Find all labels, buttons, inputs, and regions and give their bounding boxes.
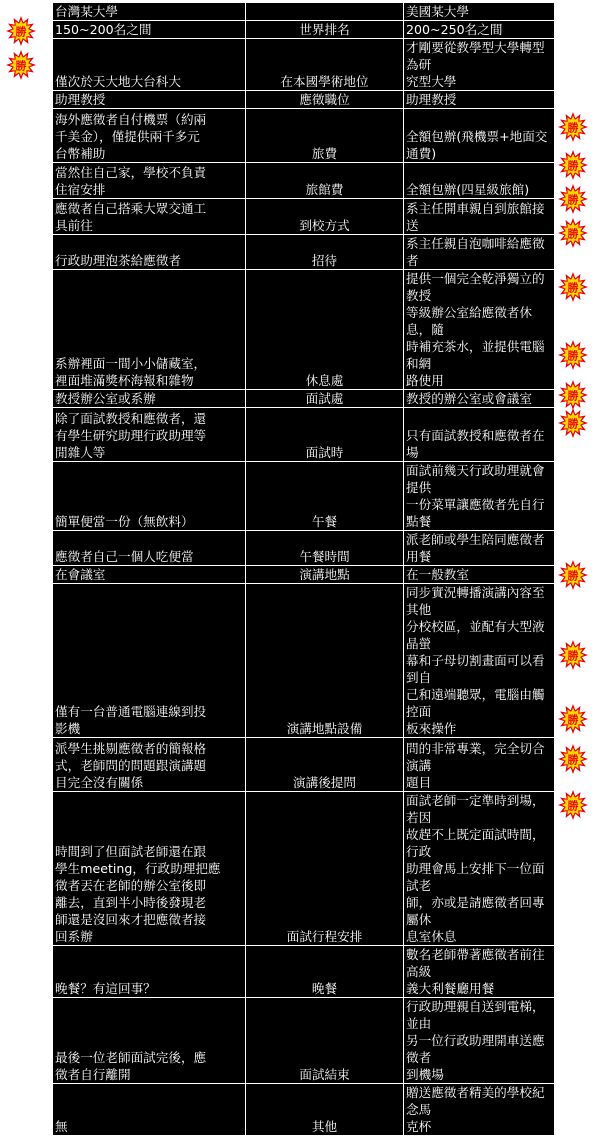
svg-text:勝: 勝 [567,569,579,583]
cell-category: 演講後提問 [246,738,404,792]
cell-category: 其他 [246,1084,404,1136]
cell-category: 世界排名 [246,21,404,39]
cell-taiwan: 應徵者自己一個人吃便當 [53,531,246,566]
svg-text:勝: 勝 [567,281,579,295]
cell-category: 到校方式 [246,199,404,235]
cell-usa: 全額包辦(四星級旅館) [404,163,555,199]
cell-usa: 面試老師一定準時到場，若因 故趕不上既定面試時間，行政 助理會馬上安排下一位面試老 師，亦或是請應徵者回專屬休 息室休息 [404,792,555,946]
table-row [53,531,555,566]
cell-usa: 派老師或學生陪同應徵者用餐 [404,531,555,566]
cell-usa: 系主任開車親自到旅館接送 [404,199,555,235]
win-stamp-icon [558,704,588,734]
table-row [53,792,555,946]
cell-usa: 全額包辦(飛機票+地面交通費) [404,109,555,163]
table-row [53,21,555,39]
win-stamp-icon [558,150,588,180]
svg-text:勝: 勝 [567,349,579,363]
cell-category: 演講地點 [246,566,404,584]
cell-usa: 只有面試教授和應徵者在場 [404,408,555,462]
cell-usa: 贈送應徵者精美的學校紀念馬 克杯 [404,1084,555,1136]
win-stamp-icon [558,408,588,438]
cell-taiwan: 無 [53,1084,246,1136]
svg-text:勝: 勝 [567,159,579,173]
comparison-table-body [53,3,555,1136]
cell-category: 午餐時間 [246,531,404,566]
header-row [53,3,555,21]
cell-usa: 教授的辦公室或會議室 [404,390,555,408]
svg-text:勝: 勝 [567,193,579,207]
table-row [53,39,555,91]
header-taiwan: 台灣某大學 [53,3,246,21]
svg-text:勝: 勝 [567,121,579,135]
cell-category: 面試時 [246,408,404,462]
cell-usa: 行政助理親自送到電梯，並由 另一位行政助理開車送應徵者 到機場 [404,998,555,1084]
table-row [53,462,555,531]
table-row [53,163,555,199]
table-row [53,998,555,1084]
svg-text:勝: 勝 [15,59,27,73]
header-category [246,3,404,21]
svg-text:勝: 勝 [567,713,579,727]
win-stamp-icon [558,790,588,820]
table-row [53,109,555,163]
cell-taiwan: 海外應徵者自付機票（約兩 千美金），僅提供兩千多元 台幣補助 [53,109,246,163]
cell-taiwan: 時間到了但面試老師還在跟 學生meeting，行政助理把應 徵者丟在老師的辦公室後即 離去，直到半小時後發現老 師還是沒回來才把應徵者接 回系辦 [53,792,246,946]
cell-usa: 在一般教室 [404,566,555,584]
win-stamp-icon [558,560,588,590]
svg-text:勝: 勝 [15,25,27,39]
table-row [53,91,555,109]
cell-usa: 問的非常專業，完全切合演講 題目 [404,738,555,792]
cell-usa: 同步實況轉播演講內容至其他 分校校區，並配有大型液晶螢 幕和子母切割畫面可以看到自 己和遠端聽眾，電腦由觸控面 板來操作 [404,584,555,738]
svg-text:勝: 勝 [567,389,579,403]
table-row [53,584,555,738]
win-stamp-icon [558,340,588,370]
header-usa: 美國某大學 [404,3,555,21]
cell-taiwan: 行政助理泡茶給應徵者 [53,235,246,270]
cell-usa: 面試前幾天行政助理就會提供 一份菜單讓應徵者先自行點餐 [404,462,555,531]
cell-category: 晚餐 [246,946,404,998]
table-row [53,390,555,408]
table-row [53,199,555,235]
cell-taiwan: 150~200名之間 [53,21,246,39]
table-row [53,1084,555,1136]
cell-taiwan: 助理教授 [53,91,246,109]
win-stamp-icon [558,218,588,248]
svg-text:勝: 勝 [567,753,579,767]
win-stamp-icon [558,744,588,774]
cell-category: 旅館費 [246,163,404,199]
cell-taiwan: 除了面試教授和應徵者，還 有學生研究助理行政助理等 閒雜人等 [53,408,246,462]
cell-usa: 系主任親自泡咖啡給應徵者 [404,235,555,270]
cell-taiwan: 教授辦公室或系辦 [53,390,246,408]
cell-usa: 助理教授 [404,91,555,109]
cell-category: 午餐 [246,462,404,531]
cell-taiwan: 當然住自己家，學校不負責 住宿安排 [53,163,246,199]
win-stamp-icon [558,272,588,302]
win-stamp-icon [558,112,588,142]
win-stamp-icon [6,16,36,46]
comparison-table [52,2,555,1136]
table-row [53,738,555,792]
cell-category: 面試行程安排 [246,792,404,946]
svg-text:勝: 勝 [567,417,579,431]
cell-category: 演講地點設備 [246,584,404,738]
win-stamp-icon [6,50,36,80]
cell-usa: 數名老師帶著應徵者前往高級 義大利餐廳用餐 [404,946,555,998]
svg-text:勝: 勝 [567,227,579,241]
cell-taiwan: 應徵者自己搭乘大眾交通工 具前往 [53,199,246,235]
table-row [53,946,555,998]
cell-category: 面試處 [246,390,404,408]
table-row [53,270,555,390]
cell-category: 在本國學術地位 [246,39,404,91]
cell-taiwan: 在會議室 [53,566,246,584]
cell-usa: 才剛要從教學型大學轉型為研 究型大學 [404,39,555,91]
win-stamp-icon [558,184,588,214]
cell-category: 應徵職位 [246,91,404,109]
cell-usa: 200~250名之間 [404,21,555,39]
cell-taiwan: 僅次於天大地大台科大 [53,39,246,91]
table-row [53,235,555,270]
cell-usa: 提供一個完全乾淨獨立的教授 等級辦公室給應徵者休息，隨 時補充茶水，並提供電腦和網 路使用 [404,270,555,390]
cell-taiwan: 最後一位老師面試完後，應 徵者自行離開 [53,998,246,1084]
table-row [53,408,555,462]
cell-category: 旅費 [246,109,404,163]
cell-category: 休息處 [246,270,404,390]
cell-category: 招待 [246,235,404,270]
cell-taiwan: 系辦裡面一間小小儲藏室， 裡面堆滿獎杯海報和雜物 [53,270,246,390]
cell-taiwan: 晚餐？有這回事？ [53,946,246,998]
cell-taiwan: 僅有一台普通電腦連線到投 影機 [53,584,246,738]
svg-text:勝: 勝 [567,649,579,663]
cell-category: 面試結束 [246,998,404,1084]
win-stamp-icon [558,640,588,670]
table-row [53,566,555,584]
cell-taiwan: 簡單便當一份（無飲料） [53,462,246,531]
svg-text:勝: 勝 [567,799,579,813]
win-stamp-icon [558,380,588,410]
cell-taiwan: 派學生挑剔應徵者的簡報格 式，老師問的問題跟演講題 目完全沒有關係 [53,738,246,792]
